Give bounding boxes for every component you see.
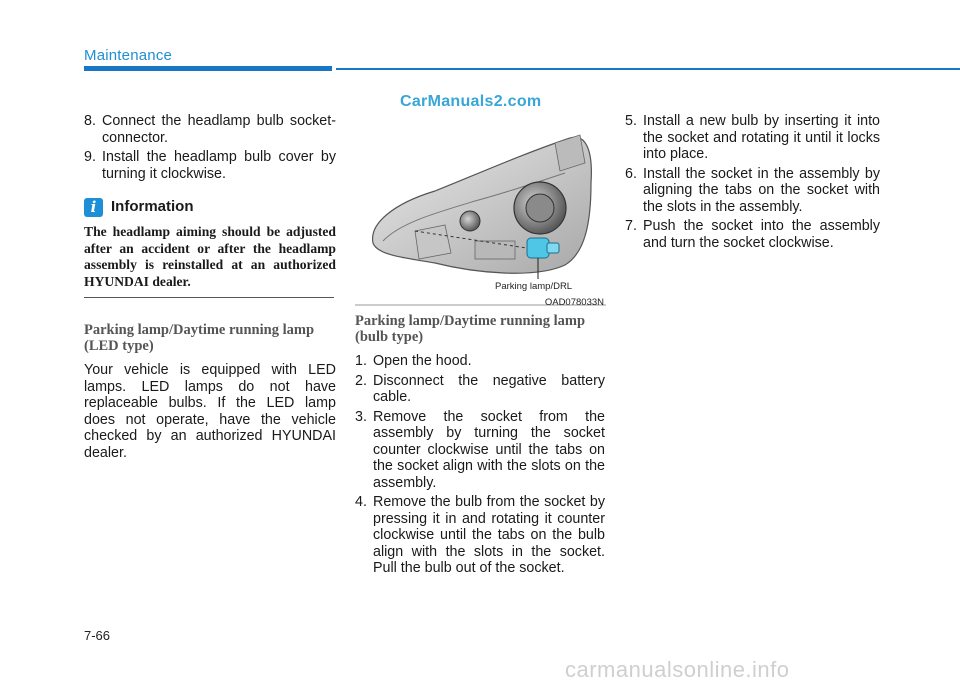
headlamp-assembly-illustration: [355, 113, 606, 306]
section-heading-bulb: Parking lamp/Daytime running lamp (bulb type): [355, 313, 586, 345]
column-2: [355, 313, 605, 580]
step-5: [625, 113, 880, 163]
step-text: Install a new bulb by inserting it into the socket and rotating it until it locks into place.: [643, 113, 880, 162]
step-text: Open the hood.: [373, 353, 472, 369]
information-divider: [84, 297, 334, 298]
step-text: Install the socket in the assembly by aligning the tabs on the socket with the slots in the assembly.: [643, 165, 880, 215]
information-icon: i: [84, 198, 103, 217]
step-6: [625, 166, 880, 216]
step-number: 2.: [355, 372, 367, 389]
step-4: [355, 494, 605, 577]
step-number: 3.: [355, 408, 367, 425]
figure-label: Parking lamp/DRL: [495, 281, 573, 292]
information-header: [84, 198, 336, 217]
header-rule-thin: [336, 68, 960, 70]
header-rule-thick: [84, 66, 332, 71]
step-number: 9.: [84, 149, 96, 165]
information-body: The headlamp aiming should be adjusted after an accident or after the headlamp assembly is reinstalled at an authorized HYUNDAI dealer.: [84, 224, 336, 289]
step-1: [355, 353, 605, 370]
step-text: Push the socket into the assembly and turn the socket clockwise.: [643, 218, 880, 251]
step-text: Install the headlamp bulb cover by turning it clockwise.: [102, 149, 336, 182]
step-number: 8.: [84, 113, 96, 129]
step-8: [84, 113, 336, 146]
figure-code: OAD078033N: [544, 297, 604, 308]
step-number: 5.: [625, 113, 637, 129]
step-number: 4.: [355, 494, 367, 510]
section-title: Maintenance: [84, 47, 173, 64]
step-number: 7.: [625, 218, 637, 234]
section-body-led: Your vehicle is equipped with LED lamps. LED lamps do not have replaceable bulbs. If the LED lamp does not operate, have the vehicle checked by an authorized HYUNDAI dealer.: [84, 362, 336, 461]
step-text: Remove the bulb from the socket by pressing it in and rotating it counter clockwise until the tabs on the bulb align with the slots in the socket. Pull the bulb out of the socket.: [373, 494, 605, 576]
column-1: [84, 113, 336, 461]
information-title: Information: [111, 198, 194, 216]
section-heading-led: Parking lamp/Daytime running lamp (LED type): [84, 322, 315, 354]
column-3: [625, 113, 880, 254]
step-3: [355, 409, 605, 492]
headlamp-figure: [355, 113, 606, 306]
step-2: [355, 373, 605, 406]
page-number: 7-66: [84, 628, 111, 643]
watermark: CarManuals2.com: [400, 93, 542, 110]
step-9: [84, 149, 336, 182]
footer-watermark: carmanualsonline.info: [565, 657, 790, 682]
step-text: Remove the socket from the assembly by turning the socket counter clockwise until the tabs on the socket align with the slots on the assembly.: [373, 408, 605, 491]
step-text: Disconnect the negative battery cable.: [373, 372, 605, 405]
step-number: 6.: [625, 165, 637, 182]
step-text: Connect the headlamp bulb socket-connector.: [102, 113, 336, 146]
step-7: [625, 218, 880, 251]
step-number: 1.: [355, 353, 367, 369]
